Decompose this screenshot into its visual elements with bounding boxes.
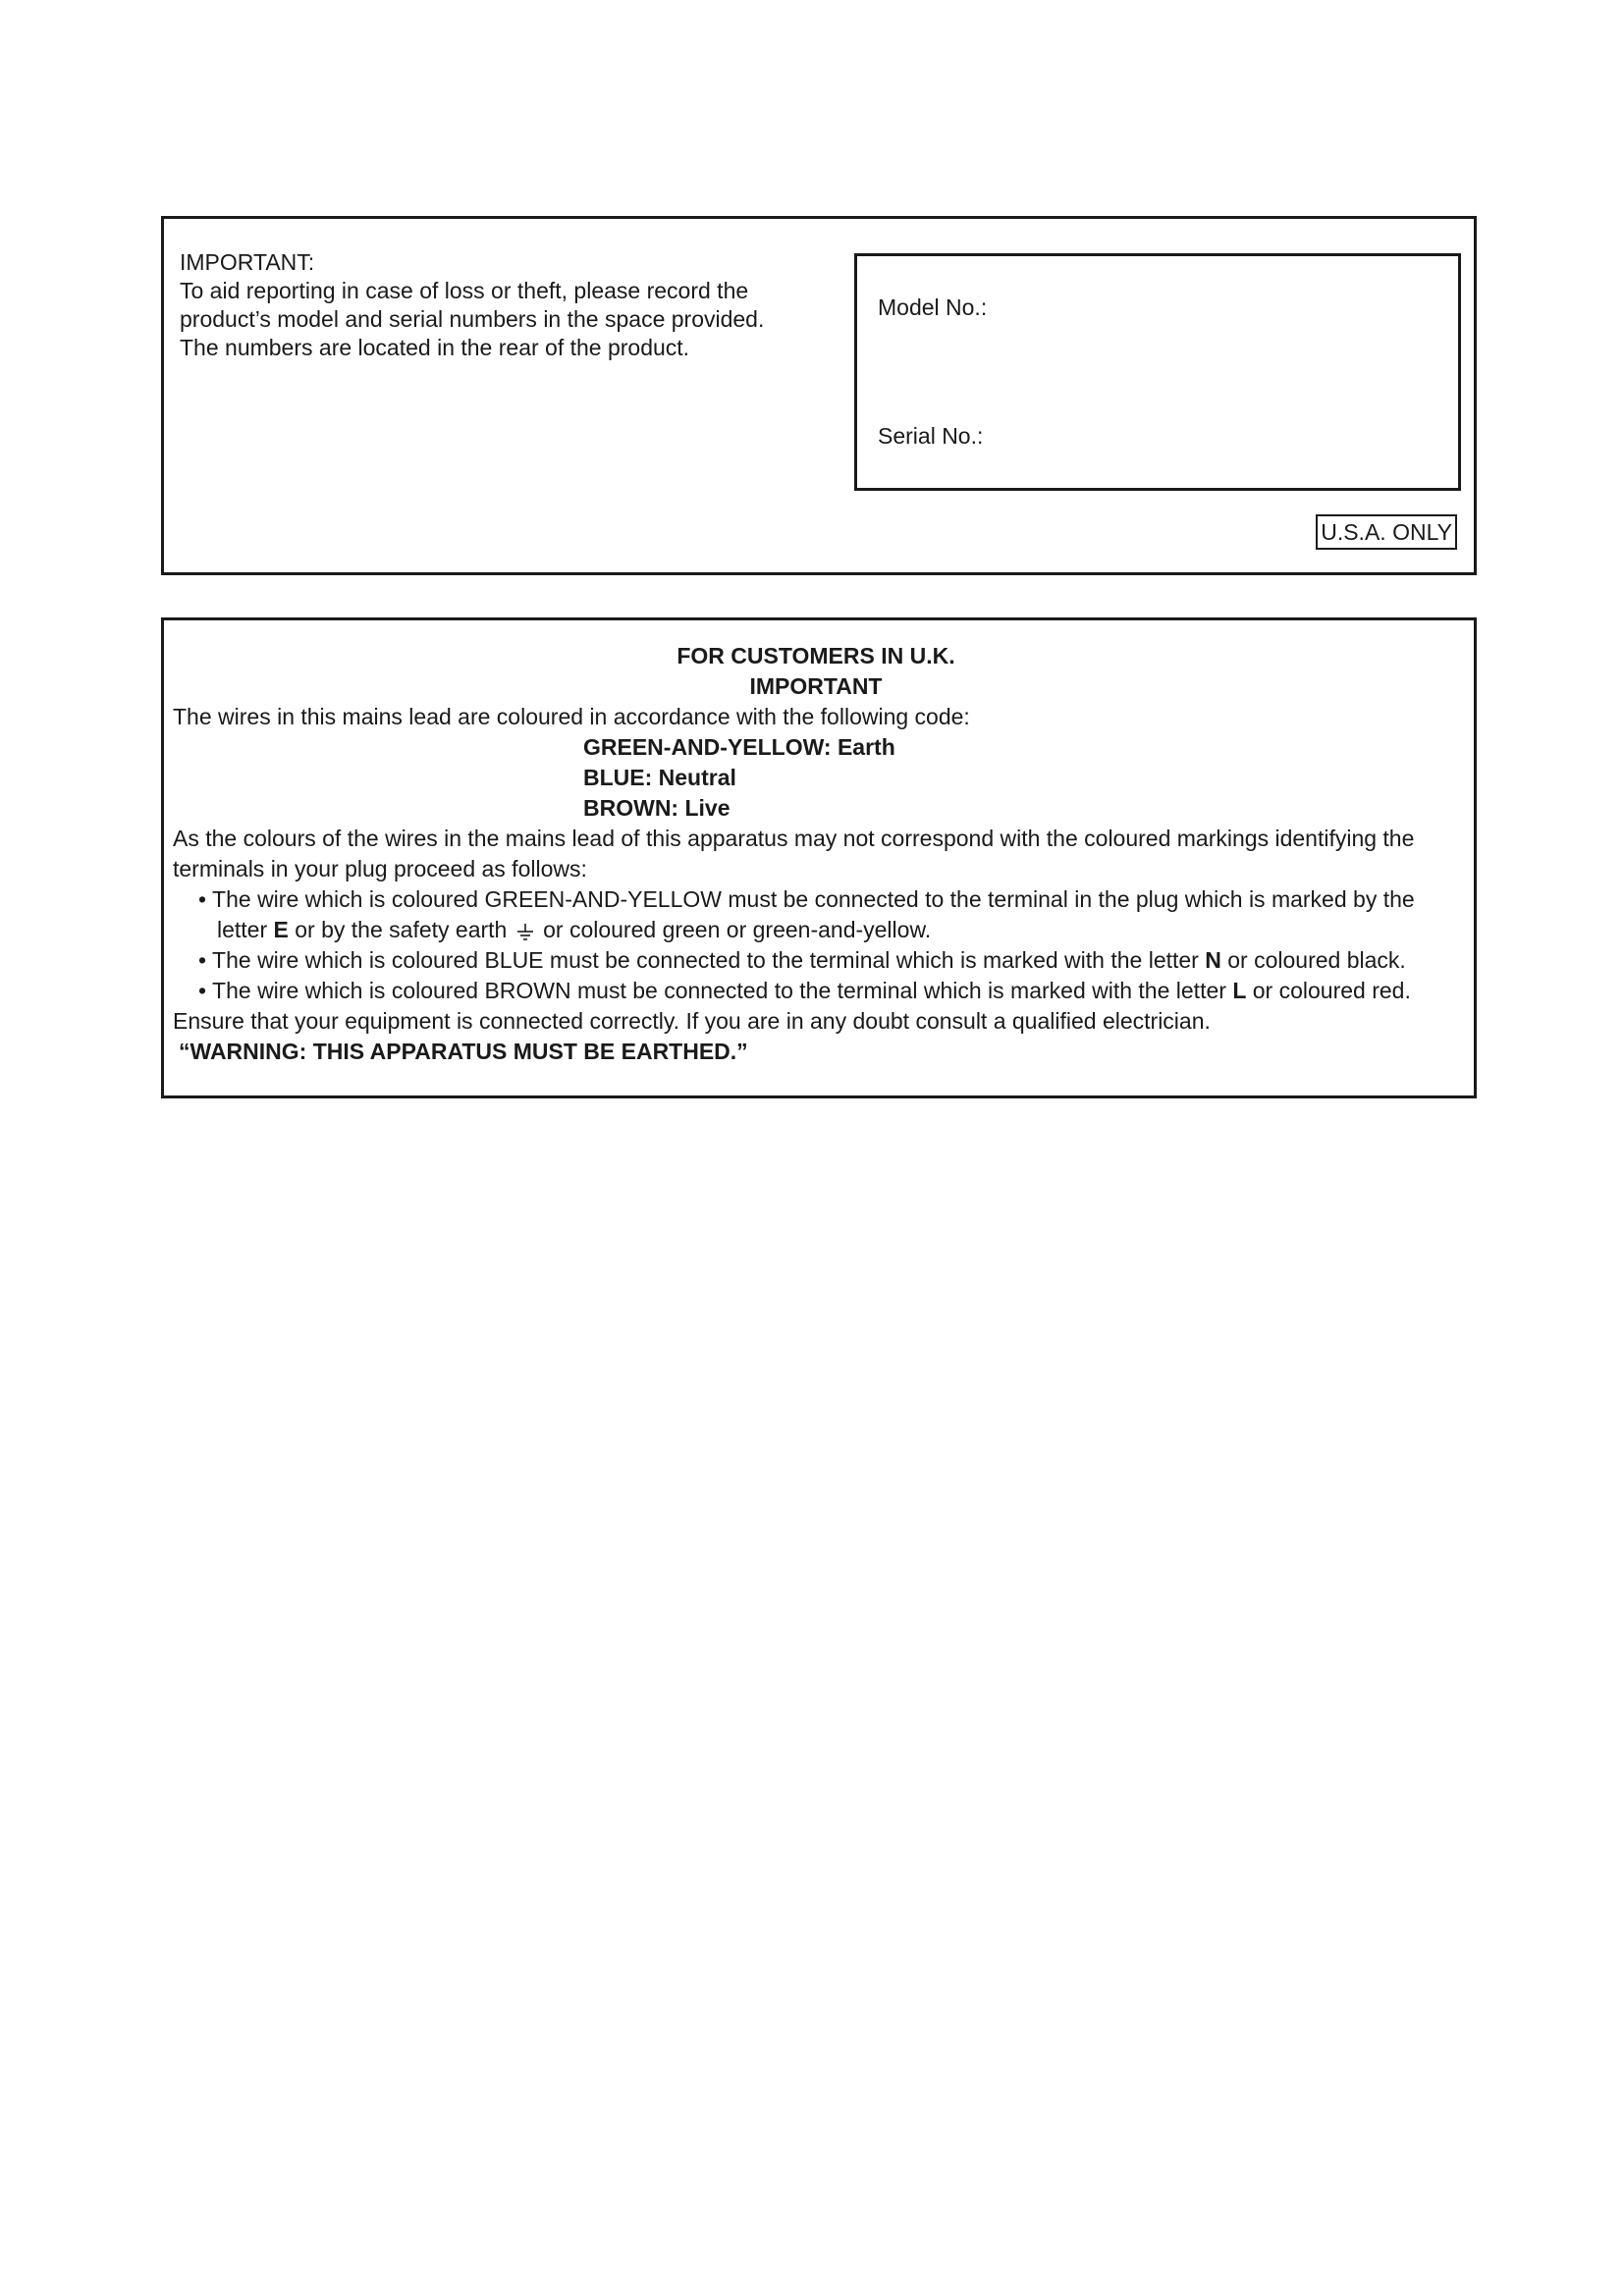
uk-ensure-note: Ensure that your equipment is connected correctly. If you are in any doubt consult a qualified electrician. — [173, 1008, 1211, 1034]
bullet-text: letter — [217, 917, 274, 942]
bullet-text: The wire which is coloured BROWN must be connected to the terminal which is marked with the letter — [212, 978, 1233, 1003]
bullet-text: The wire which is coloured BLUE must be connected to the terminal which is marked with the letter — [212, 947, 1206, 973]
bullet-earth-wire-continued — [173, 915, 1459, 945]
earthing-warning: “WARNING: THIS APPARATUS MUST BE EARTHED.” — [179, 1039, 748, 1064]
uk-heading: FOR CUSTOMERS IN U.K. — [677, 643, 955, 668]
bullet-text: or coloured red. — [1246, 978, 1411, 1003]
uk-paragraph-line: As the colours of the wires in the mains lead of this apparatus may not correspond with the coloured markings identifying the — [173, 826, 1415, 851]
bullet-live-wire — [173, 976, 1459, 1006]
bullet-marker: • — [198, 947, 207, 973]
bullet-text: The wire which is coloured GREEN-AND-YELLOW must be connected to the terminal in the plug which is marked by the — [212, 886, 1415, 912]
region-tag: U.S.A. ONLY — [1316, 514, 1457, 550]
uk-customers-box — [161, 617, 1477, 1098]
uk-subheading: IMPORTANT — [749, 673, 883, 699]
wire-code-live: BROWN: Live — [583, 795, 731, 821]
earth-ground-icon — [515, 921, 535, 942]
terminal-letter: L — [1232, 978, 1247, 1003]
bullet-marker: • — [198, 886, 207, 912]
terminal-letter: N — [1205, 947, 1221, 973]
uk-content — [173, 641, 1459, 1067]
usa-important-label: IMPORTANT: — [180, 249, 315, 275]
usa-body-line: product’s model and serial numbers in the space provided. — [180, 306, 765, 332]
usa-instructions — [180, 248, 808, 362]
model-serial-record-box — [854, 253, 1461, 491]
terminal-letter: E — [273, 917, 289, 942]
bullet-marker: • — [198, 978, 207, 1003]
model-number-label: Model No.: — [878, 294, 988, 320]
bullet-neutral-wire — [173, 945, 1459, 976]
bullet-text: or by the safety earth — [288, 917, 514, 942]
bullet-text: or coloured black. — [1220, 947, 1406, 973]
usa-body-line: The numbers are located in the rear of the product. — [180, 335, 690, 360]
uk-intro: The wires in this mains lead are coloured in accordance with the following code: — [173, 704, 970, 729]
bullet-earth-wire — [173, 884, 1459, 915]
serial-number-label: Serial No.: — [878, 423, 984, 449]
bullet-text: or coloured green or green-and-yellow. — [536, 917, 932, 942]
wire-code-earth: GREEN-AND-YELLOW: Earth — [583, 734, 895, 760]
usa-record-box — [161, 216, 1477, 575]
wire-code-neutral: BLUE: Neutral — [583, 765, 736, 790]
uk-paragraph-line: terminals in your plug proceed as follows: — [173, 856, 587, 881]
usa-body-line: To aid reporting in case of loss or theft, please record the — [180, 278, 749, 303]
